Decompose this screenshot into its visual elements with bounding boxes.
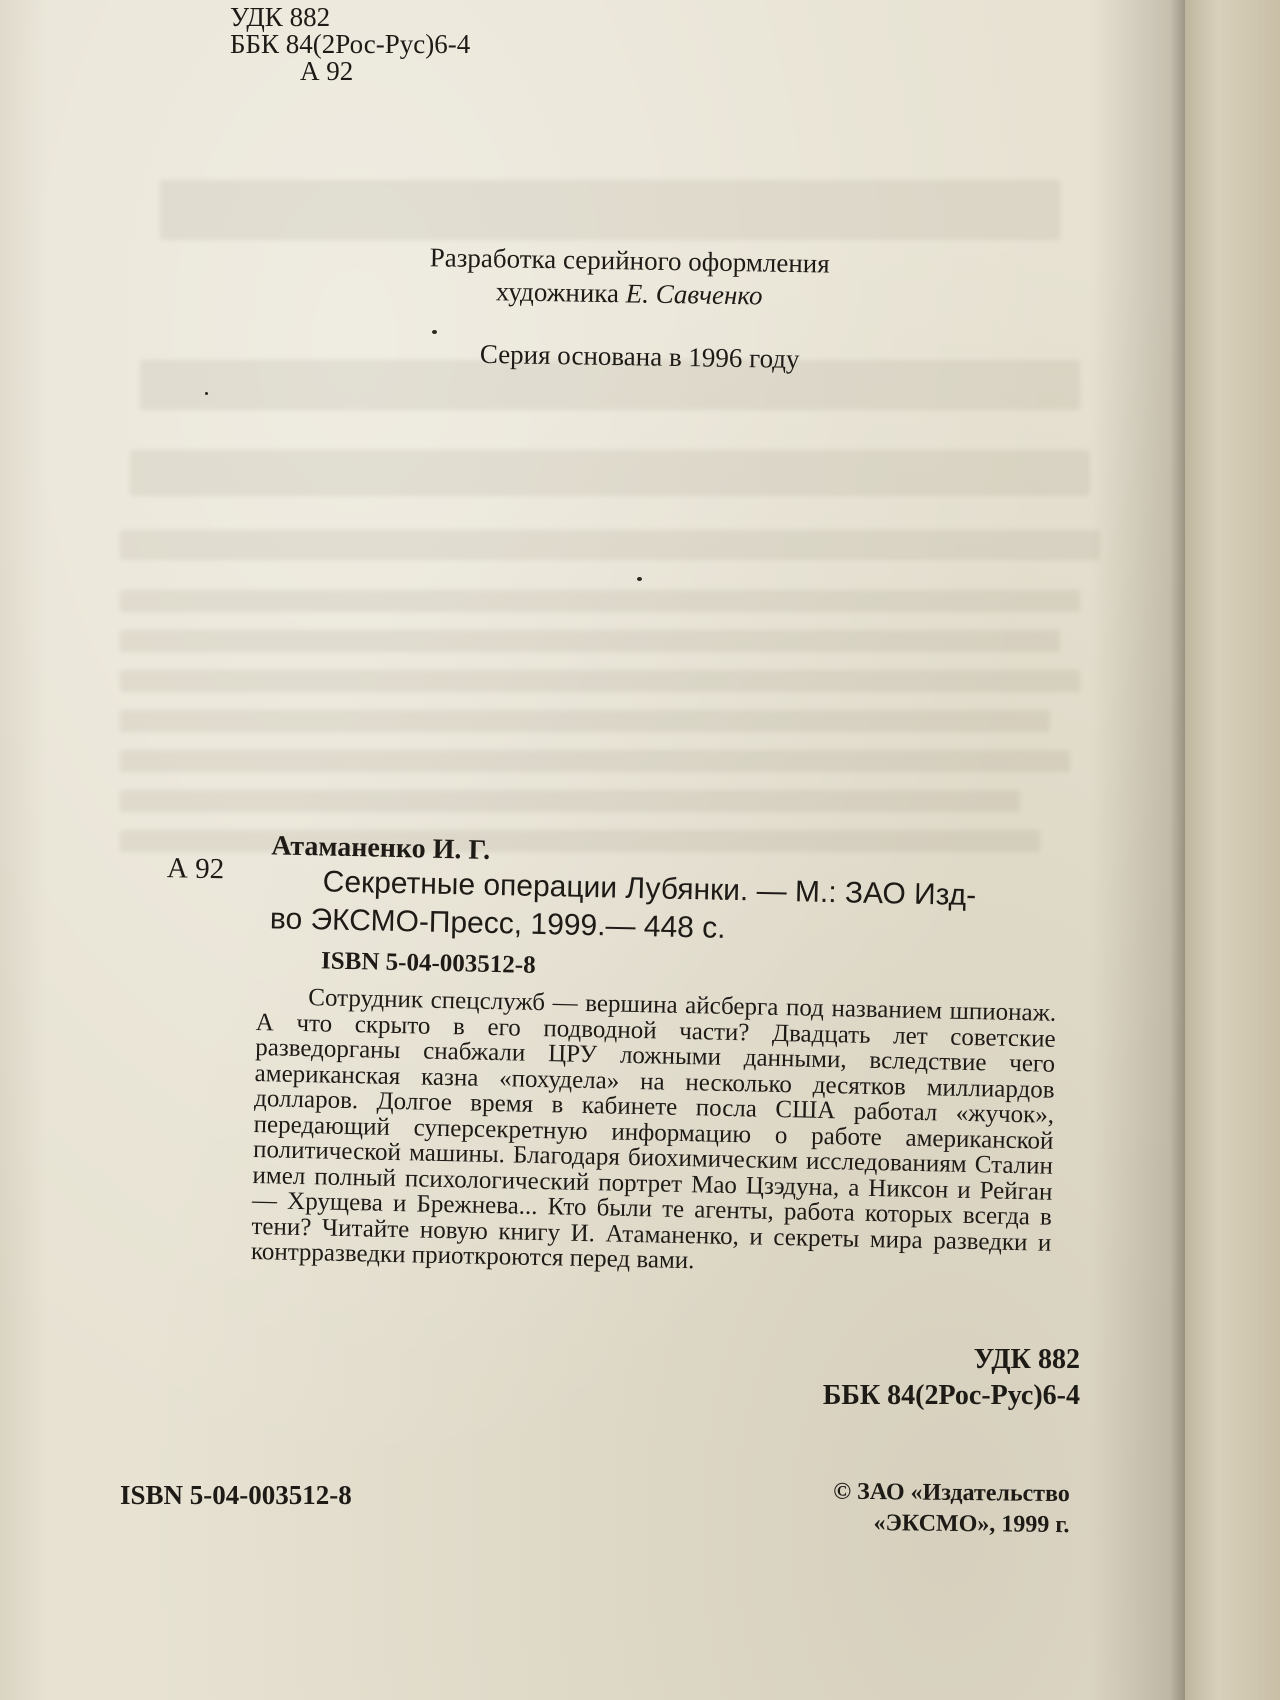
series-design-line: Разработка серийного оформления xyxy=(429,242,830,279)
adjacent-page-edge xyxy=(1185,0,1280,1700)
copyright-line-1: © ЗАО «Издательство xyxy=(833,1478,1070,1508)
paper-speck xyxy=(205,392,208,395)
record-isbn: ISBN 5-04-003512-8 xyxy=(320,947,536,979)
series-design-credit xyxy=(349,240,910,315)
copyright-line-2: «ЭКСМО», 1999 г. xyxy=(873,1510,1070,1539)
udk-code: УДК 882 xyxy=(230,2,331,32)
copyright-notice xyxy=(769,1476,1070,1541)
author-name: Атаманенко И. Г. xyxy=(271,830,491,866)
artist-prefix: художника xyxy=(495,276,626,309)
author-index: А 92 xyxy=(300,56,354,86)
bbk-code-bottom: ББК 84(2Рос-Рус)6-4 xyxy=(822,1380,1080,1411)
bibliographic-description xyxy=(270,862,1071,955)
biblio-line-2: во ЭКСМО-Пресс, 1999.— 448 с. xyxy=(269,902,726,945)
paper-speck xyxy=(637,577,642,581)
footer-isbn: ISBN 5-04-003512-8 xyxy=(120,1480,352,1510)
paper-speck xyxy=(432,330,437,334)
bbk-code: ББК 84(2Рос-Рус)6-4 xyxy=(230,29,471,59)
bibliographic-record xyxy=(160,820,1080,1275)
annotation-paragraph: Сотрудник спецслужб — вершина айсберга под названием шпионаж. А что скрыто в его подводной части? Двадцать лет советские разведорганы снабжали ЦРУ ложными данными, вследствие чего американская казна «похудела» на несколько десятков миллиардов долларов. Долгое время в кабинете посла США работал «жучок», передающий суперсекретную информацию о работе американской политической машины. Благодаря биохимическим исследованиям Сталин имел полный психологический портрет Мао Цзэдуна, а Никсон и Рейган — Хрущева и Брежнева... Кто были те агенты, работа которых всегда в тени? Читайте новую книгу И. Атаманенко, и секреты мира разведки и контрразведки приоткроются перед вами. xyxy=(250,984,1057,1275)
artist-name: Е. Савченко xyxy=(625,278,763,311)
biblio-line-1: Секретные операции Лубянки. — М.: ЗАО Изд- xyxy=(322,865,977,913)
catalog-codes-bottom xyxy=(780,1342,1080,1414)
series-founded: Серия основана в 1996 году xyxy=(479,338,800,374)
record-index-mark: А 92 xyxy=(166,852,225,886)
udk-code-bottom: УДК 882 xyxy=(973,1344,1080,1375)
catalog-codes-top xyxy=(230,4,470,85)
